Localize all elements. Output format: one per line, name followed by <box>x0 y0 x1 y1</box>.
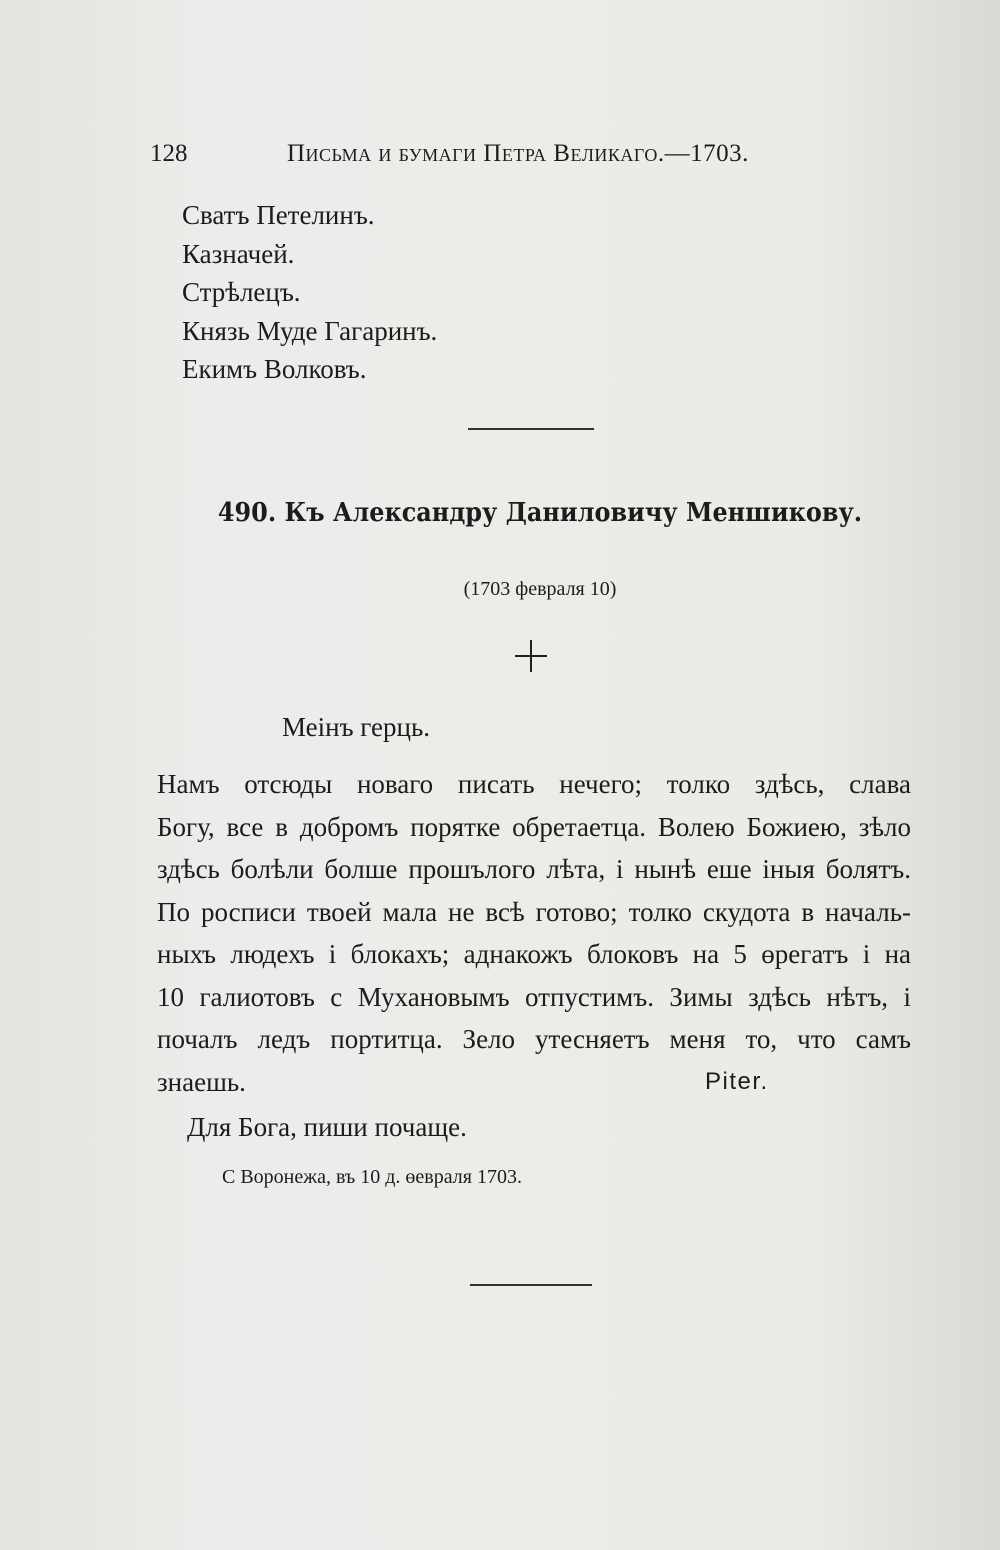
body-line: 10 галиотовъ с Мухановымъ отпустимъ. Зимы здѣсь нѣтъ, і <box>157 981 911 1012</box>
name-item: Казначей. <box>182 238 295 269</box>
letter-greeting: Меінъ герць. <box>282 712 431 742</box>
signature: Piter. <box>705 1068 769 1095</box>
body-line: почалъ ледъ портитца. Зело утесняетъ меня то, что самъ <box>157 1024 911 1054</box>
page-number: 128 <box>150 140 188 167</box>
name-item: Сватъ Петелинъ. <box>182 200 375 230</box>
names-list <box>182 196 437 389</box>
section-divider <box>468 428 594 430</box>
letter-body <box>157 763 911 1103</box>
letter-title: 490. Къ Александру Даниловичу Меншикову. <box>217 498 863 528</box>
name-item: Стрѣлецъ. <box>182 277 301 307</box>
place-date: С Воронежа, въ 10 д. өевраля 1703. <box>222 1166 522 1188</box>
body-line: знаешь. <box>157 1066 246 1097</box>
letter-date: (1703 февраля 10) <box>463 578 617 600</box>
postscript: Для Бога, пиши почаще. <box>187 1112 467 1142</box>
body-line: ныхъ людехъ і блокахъ; аднакожъ блоковъ на 5 өрегатъ і на <box>157 939 911 969</box>
body-line: Богу, все в добромъ порятке обретаетца. Волею Божиею, зѣло <box>157 811 911 842</box>
section-divider <box>470 1284 592 1286</box>
body-line: здѣсь болѣли болше прошълого лѣта, і нынѣ еше іныя болятъ. <box>157 854 911 884</box>
body-line: Намъ отсюды новаго писать нечего; толко здѣсь, слава <box>157 769 911 799</box>
name-item: Князь Муде Гагаринъ. <box>182 315 438 346</box>
name-item: Екимъ Волковъ. <box>182 354 367 384</box>
running-title: Письма и бумаги Петра Великаго.—1703. <box>287 140 749 167</box>
cross-icon <box>515 640 547 672</box>
body-line: По росписи твоей мала не всѣ готово; толко скудота в началь- <box>157 896 911 927</box>
